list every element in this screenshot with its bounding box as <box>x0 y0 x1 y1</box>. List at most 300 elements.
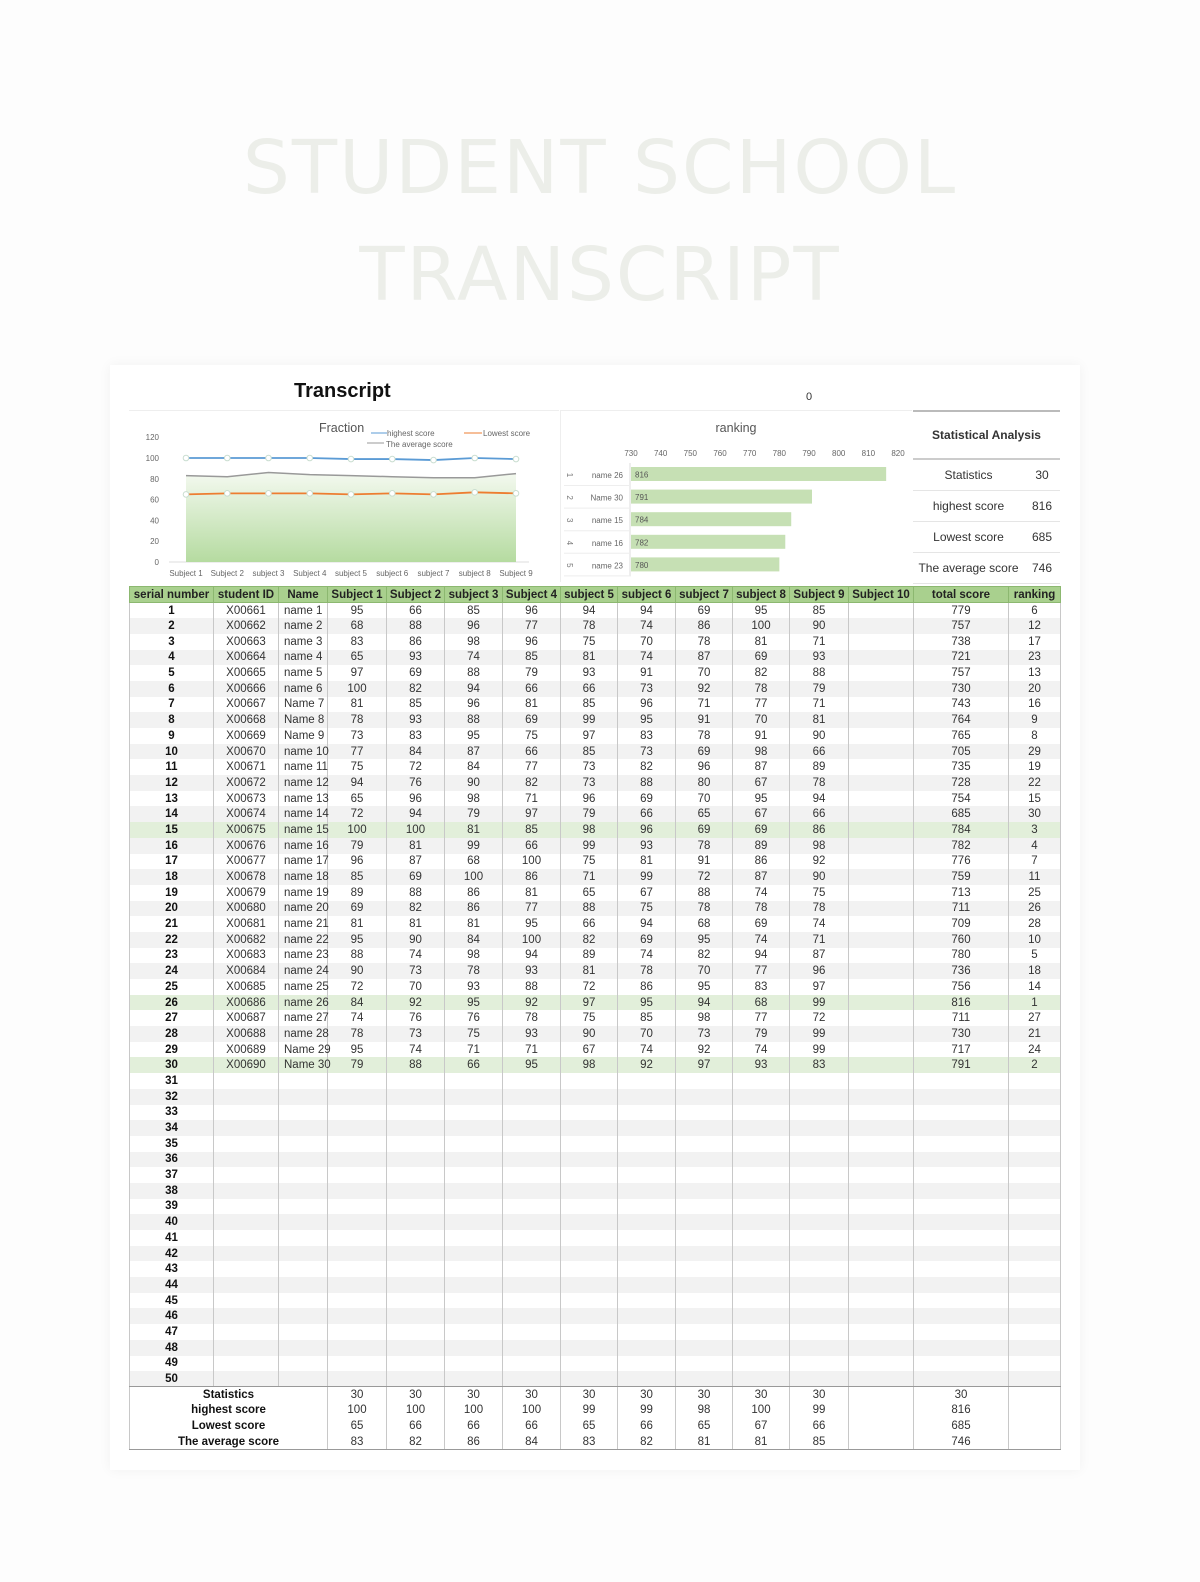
table-cell[interactable]: 82 <box>387 901 445 917</box>
summary-cell[interactable] <box>849 1387 914 1403</box>
table-cell[interactable]: 89 <box>561 948 618 964</box>
table-cell[interactable] <box>914 1073 1009 1089</box>
column-header[interactable]: Subject 9 <box>790 587 849 603</box>
table-cell[interactable] <box>849 1089 914 1105</box>
table-cell[interactable] <box>279 1136 328 1152</box>
column-header[interactable]: subject 7 <box>676 587 733 603</box>
table-cell[interactable] <box>561 1120 618 1136</box>
table-cell[interactable]: 78 <box>790 775 849 791</box>
table-cell[interactable] <box>790 1120 849 1136</box>
table-cell[interactable] <box>618 1167 676 1183</box>
table-cell[interactable]: 86 <box>618 979 676 995</box>
table-cell[interactable] <box>279 1293 328 1309</box>
table-cell[interactable]: 73 <box>387 1026 445 1042</box>
serial-cell[interactable]: 8 <box>130 712 214 728</box>
table-cell[interactable] <box>914 1183 1009 1199</box>
table-cell[interactable]: 78 <box>790 901 849 917</box>
table-cell[interactable]: 83 <box>387 728 445 744</box>
table-cell[interactable]: 95 <box>676 932 733 948</box>
table-cell[interactable]: 97 <box>676 1057 733 1073</box>
table-cell[interactable]: 90 <box>561 1026 618 1042</box>
serial-cell[interactable]: 6 <box>130 681 214 697</box>
summary-cell[interactable]: 83 <box>561 1434 618 1450</box>
table-cell[interactable] <box>387 1073 445 1089</box>
table-cell[interactable] <box>445 1167 503 1183</box>
table-cell[interactable]: 97 <box>790 979 849 995</box>
table-cell[interactable] <box>790 1308 849 1324</box>
table-cell[interactable] <box>733 1277 790 1293</box>
table-cell[interactable] <box>387 1246 445 1262</box>
table-cell[interactable]: 86 <box>790 822 849 838</box>
table-cell[interactable] <box>849 869 914 885</box>
serial-cell[interactable]: 15 <box>130 822 214 838</box>
table-cell[interactable] <box>676 1293 733 1309</box>
table-cell[interactable] <box>214 1214 279 1230</box>
table-cell[interactable] <box>328 1356 387 1372</box>
table-cell[interactable]: 74 <box>733 885 790 901</box>
table-cell[interactable] <box>733 1199 790 1215</box>
summary-cell[interactable]: 30 <box>328 1387 387 1403</box>
table-cell[interactable]: X00670 <box>214 744 279 760</box>
table-cell[interactable] <box>849 916 914 932</box>
table-cell[interactable]: 90 <box>790 728 849 744</box>
table-cell[interactable]: 94 <box>676 995 733 1011</box>
table-cell[interactable] <box>503 1167 561 1183</box>
table-cell[interactable] <box>387 1356 445 1372</box>
table-cell[interactable] <box>561 1136 618 1152</box>
serial-cell[interactable]: 19 <box>130 885 214 901</box>
table-cell[interactable]: 96 <box>676 759 733 775</box>
table-cell[interactable]: 84 <box>328 995 387 1011</box>
summary-total[interactable]: 816 <box>914 1403 1009 1419</box>
serial-cell[interactable]: 16 <box>130 838 214 854</box>
table-cell[interactable] <box>849 1136 914 1152</box>
table-cell[interactable] <box>790 1340 849 1356</box>
table-cell[interactable] <box>387 1308 445 1324</box>
table-cell[interactable] <box>849 1167 914 1183</box>
table-cell[interactable]: 8 <box>1009 728 1061 744</box>
table-cell[interactable]: 69 <box>618 932 676 948</box>
table-cell[interactable] <box>1009 1308 1061 1324</box>
table-cell[interactable]: X00662 <box>214 618 279 634</box>
table-cell[interactable]: 736 <box>914 963 1009 979</box>
table-cell[interactable]: name 17 <box>279 854 328 870</box>
table-cell[interactable]: 75 <box>561 634 618 650</box>
table-cell[interactable] <box>387 1293 445 1309</box>
table-cell[interactable]: 94 <box>445 681 503 697</box>
table-cell[interactable]: 99 <box>561 712 618 728</box>
table-cell[interactable] <box>328 1230 387 1246</box>
table-cell[interactable] <box>618 1371 676 1387</box>
table-cell[interactable]: name 22 <box>279 932 328 948</box>
table-cell[interactable] <box>214 1120 279 1136</box>
serial-cell[interactable]: 42 <box>130 1246 214 1262</box>
table-cell[interactable] <box>849 1214 914 1230</box>
table-cell[interactable] <box>214 1246 279 1262</box>
table-cell[interactable] <box>618 1183 676 1199</box>
table-cell[interactable]: 86 <box>445 901 503 917</box>
table-cell[interactable] <box>279 1120 328 1136</box>
table-cell[interactable]: 791 <box>914 1057 1009 1073</box>
table-cell[interactable] <box>328 1120 387 1136</box>
serial-cell[interactable]: 31 <box>130 1073 214 1089</box>
table-cell[interactable]: 66 <box>387 603 445 619</box>
table-cell[interactable]: 95 <box>618 995 676 1011</box>
summary-cell[interactable]: 30 <box>503 1387 561 1403</box>
table-cell[interactable]: name 28 <box>279 1026 328 1042</box>
table-cell[interactable]: X00687 <box>214 1010 279 1026</box>
table-cell[interactable]: 7 <box>1009 854 1061 870</box>
table-cell[interactable] <box>849 697 914 713</box>
table-cell[interactable] <box>676 1152 733 1168</box>
summary-cell[interactable]: 99 <box>561 1403 618 1419</box>
table-cell[interactable] <box>214 1152 279 1168</box>
table-cell[interactable]: X00690 <box>214 1057 279 1073</box>
table-cell[interactable]: 28 <box>1009 916 1061 932</box>
serial-cell[interactable]: 41 <box>130 1230 214 1246</box>
table-cell[interactable] <box>676 1371 733 1387</box>
table-cell[interactable]: 6 <box>1009 603 1061 619</box>
table-cell[interactable]: 17 <box>1009 634 1061 650</box>
table-cell[interactable] <box>849 854 914 870</box>
table-cell[interactable] <box>328 1261 387 1277</box>
table-cell[interactable]: X00661 <box>214 603 279 619</box>
table-cell[interactable]: 782 <box>914 838 1009 854</box>
table-cell[interactable] <box>1009 1073 1061 1089</box>
table-cell[interactable]: 2 <box>1009 1057 1061 1073</box>
table-cell[interactable]: 83 <box>790 1057 849 1073</box>
table-cell[interactable] <box>387 1089 445 1105</box>
table-cell[interactable]: 730 <box>914 681 1009 697</box>
table-cell[interactable]: 81 <box>328 697 387 713</box>
table-cell[interactable]: 70 <box>618 1026 676 1042</box>
table-cell[interactable] <box>214 1261 279 1277</box>
summary-cell[interactable] <box>849 1403 914 1419</box>
table-cell[interactable] <box>561 1230 618 1246</box>
table-cell[interactable] <box>914 1214 1009 1230</box>
table-cell[interactable]: 95 <box>503 1057 561 1073</box>
table-cell[interactable]: 27 <box>1009 1010 1061 1026</box>
table-cell[interactable]: 79 <box>445 806 503 822</box>
summary-cell[interactable]: 100 <box>387 1403 445 1419</box>
table-cell[interactable] <box>733 1136 790 1152</box>
table-cell[interactable] <box>561 1308 618 1324</box>
table-cell[interactable]: 72 <box>790 1010 849 1026</box>
table-cell[interactable] <box>387 1199 445 1215</box>
table-cell[interactable] <box>849 1293 914 1309</box>
table-cell[interactable]: 78 <box>676 838 733 854</box>
table-cell[interactable]: 65 <box>676 806 733 822</box>
table-cell[interactable]: 75 <box>618 901 676 917</box>
table-cell[interactable]: X00673 <box>214 791 279 807</box>
table-cell[interactable]: 88 <box>387 885 445 901</box>
table-cell[interactable]: X00681 <box>214 916 279 932</box>
table-cell[interactable] <box>618 1136 676 1152</box>
table-cell[interactable]: 765 <box>914 728 1009 744</box>
column-header[interactable]: subject 5 <box>561 587 618 603</box>
summary-total[interactable]: 685 <box>914 1418 1009 1434</box>
table-cell[interactable]: 18 <box>1009 963 1061 979</box>
table-cell[interactable] <box>1009 1261 1061 1277</box>
table-cell[interactable]: 68 <box>733 995 790 1011</box>
table-cell[interactable]: 82 <box>561 932 618 948</box>
serial-cell[interactable]: 38 <box>130 1183 214 1199</box>
table-cell[interactable] <box>849 1183 914 1199</box>
table-cell[interactable]: 96 <box>790 963 849 979</box>
table-cell[interactable]: 23 <box>1009 650 1061 666</box>
table-cell[interactable] <box>849 1324 914 1340</box>
table-cell[interactable]: 67 <box>561 1042 618 1058</box>
table-cell[interactable]: 88 <box>328 948 387 964</box>
table-cell[interactable]: 98 <box>445 948 503 964</box>
table-cell[interactable]: 87 <box>790 948 849 964</box>
table-cell[interactable]: 70 <box>676 963 733 979</box>
table-cell[interactable] <box>914 1293 1009 1309</box>
table-cell[interactable]: 69 <box>387 869 445 885</box>
table-cell[interactable]: 88 <box>387 618 445 634</box>
table-cell[interactable]: Name 30 <box>279 1057 328 1073</box>
table-cell[interactable]: 77 <box>733 963 790 979</box>
table-cell[interactable] <box>676 1214 733 1230</box>
table-cell[interactable]: 79 <box>328 838 387 854</box>
table-cell[interactable] <box>1009 1136 1061 1152</box>
table-cell[interactable] <box>328 1167 387 1183</box>
table-cell[interactable] <box>1009 1152 1061 1168</box>
table-cell[interactable]: 83 <box>733 979 790 995</box>
table-cell[interactable]: 756 <box>914 979 1009 995</box>
table-cell[interactable] <box>503 1324 561 1340</box>
column-header[interactable]: Subject 10 <box>849 587 914 603</box>
table-cell[interactable] <box>445 1261 503 1277</box>
table-cell[interactable]: 70 <box>618 634 676 650</box>
table-cell[interactable]: 80 <box>676 775 733 791</box>
table-cell[interactable] <box>279 1105 328 1121</box>
summary-cell[interactable]: 65 <box>561 1418 618 1434</box>
table-cell[interactable]: 88 <box>387 1057 445 1073</box>
table-cell[interactable] <box>790 1356 849 1372</box>
table-cell[interactable]: 93 <box>561 665 618 681</box>
table-cell[interactable] <box>790 1246 849 1262</box>
table-cell[interactable] <box>328 1199 387 1215</box>
table-cell[interactable]: 89 <box>790 759 849 775</box>
table-cell[interactable] <box>676 1199 733 1215</box>
table-cell[interactable]: Name 29 <box>279 1042 328 1058</box>
table-cell[interactable]: 76 <box>387 775 445 791</box>
table-cell[interactable] <box>214 1277 279 1293</box>
table-cell[interactable] <box>1009 1214 1061 1230</box>
serial-cell[interactable]: 25 <box>130 979 214 995</box>
table-cell[interactable]: 88 <box>503 979 561 995</box>
table-cell[interactable] <box>279 1371 328 1387</box>
table-cell[interactable]: 66 <box>503 744 561 760</box>
table-cell[interactable] <box>849 603 914 619</box>
column-header[interactable]: student ID <box>214 587 279 603</box>
table-cell[interactable]: 95 <box>676 979 733 995</box>
table-cell[interactable] <box>618 1293 676 1309</box>
summary-cell[interactable]: 83 <box>328 1434 387 1450</box>
table-cell[interactable]: 78 <box>618 963 676 979</box>
table-cell[interactable] <box>849 1199 914 1215</box>
table-cell[interactable]: 88 <box>618 775 676 791</box>
serial-cell[interactable]: 30 <box>130 1057 214 1073</box>
table-cell[interactable] <box>328 1183 387 1199</box>
table-cell[interactable] <box>849 1340 914 1356</box>
table-cell[interactable] <box>561 1073 618 1089</box>
table-cell[interactable]: 68 <box>445 854 503 870</box>
table-cell[interactable]: name 14 <box>279 806 328 822</box>
table-cell[interactable]: X00674 <box>214 806 279 822</box>
table-cell[interactable]: name 25 <box>279 979 328 995</box>
table-cell[interactable] <box>387 1371 445 1387</box>
table-cell[interactable]: 66 <box>618 806 676 822</box>
table-cell[interactable]: name 4 <box>279 650 328 666</box>
table-cell[interactable]: 77 <box>328 744 387 760</box>
table-cell[interactable]: 85 <box>561 744 618 760</box>
table-cell[interactable]: 88 <box>561 901 618 917</box>
table-cell[interactable] <box>914 1105 1009 1121</box>
table-cell[interactable] <box>790 1152 849 1168</box>
column-header[interactable]: ranking <box>1009 587 1061 603</box>
table-cell[interactable]: 71 <box>676 697 733 713</box>
serial-cell[interactable]: 32 <box>130 1089 214 1105</box>
table-cell[interactable]: 95 <box>618 712 676 728</box>
table-cell[interactable] <box>387 1105 445 1121</box>
table-cell[interactable]: 711 <box>914 901 1009 917</box>
serial-cell[interactable]: 12 <box>130 775 214 791</box>
table-cell[interactable] <box>1009 1230 1061 1246</box>
table-cell[interactable] <box>328 1136 387 1152</box>
table-cell[interactable]: 721 <box>914 650 1009 666</box>
table-cell[interactable] <box>618 1261 676 1277</box>
table-cell[interactable] <box>790 1183 849 1199</box>
table-cell[interactable]: 97 <box>561 995 618 1011</box>
table-cell[interactable] <box>733 1105 790 1121</box>
table-cell[interactable] <box>676 1167 733 1183</box>
table-cell[interactable]: 25 <box>1009 885 1061 901</box>
table-cell[interactable]: 738 <box>914 634 1009 650</box>
table-cell[interactable]: 88 <box>445 665 503 681</box>
table-cell[interactable]: 5 <box>1009 948 1061 964</box>
table-cell[interactable]: 96 <box>561 791 618 807</box>
column-header[interactable]: subject 3 <box>445 587 503 603</box>
table-cell[interactable] <box>733 1371 790 1387</box>
serial-cell[interactable]: 23 <box>130 948 214 964</box>
serial-cell[interactable]: 1 <box>130 603 214 619</box>
table-cell[interactable]: name 21 <box>279 916 328 932</box>
serial-cell[interactable]: 18 <box>130 869 214 885</box>
table-cell[interactable]: 70 <box>676 665 733 681</box>
table-cell[interactable] <box>618 1105 676 1121</box>
table-cell[interactable] <box>445 1199 503 1215</box>
table-cell[interactable] <box>790 1214 849 1230</box>
serial-cell[interactable]: 24 <box>130 963 214 979</box>
table-cell[interactable]: 91 <box>676 712 733 728</box>
table-cell[interactable] <box>503 1073 561 1089</box>
serial-cell[interactable]: 35 <box>130 1136 214 1152</box>
table-cell[interactable]: 68 <box>676 916 733 932</box>
table-cell[interactable] <box>1009 1120 1061 1136</box>
table-cell[interactable] <box>214 1356 279 1372</box>
table-cell[interactable]: 77 <box>503 901 561 917</box>
table-cell[interactable] <box>503 1214 561 1230</box>
table-cell[interactable]: X00686 <box>214 995 279 1011</box>
table-cell[interactable] <box>279 1183 328 1199</box>
table-cell[interactable]: 92 <box>676 681 733 697</box>
table-cell[interactable]: 78 <box>733 901 790 917</box>
table-cell[interactable]: 99 <box>618 869 676 885</box>
serial-cell[interactable]: 4 <box>130 650 214 666</box>
summary-cell[interactable]: 86 <box>445 1434 503 1450</box>
table-cell[interactable] <box>676 1340 733 1356</box>
table-cell[interactable]: X00682 <box>214 932 279 948</box>
table-cell[interactable]: X00671 <box>214 759 279 775</box>
table-cell[interactable]: 91 <box>618 665 676 681</box>
table-cell[interactable]: X00666 <box>214 681 279 697</box>
summary-cell[interactable]: 81 <box>676 1434 733 1450</box>
table-cell[interactable]: 13 <box>1009 665 1061 681</box>
table-cell[interactable]: 98 <box>561 822 618 838</box>
table-cell[interactable] <box>561 1214 618 1230</box>
table-cell[interactable]: 743 <box>914 697 1009 713</box>
table-cell[interactable]: 93 <box>387 650 445 666</box>
table-cell[interactable]: 717 <box>914 1042 1009 1058</box>
table-cell[interactable]: 94 <box>503 948 561 964</box>
column-header[interactable]: Subject 2 <box>387 587 445 603</box>
table-cell[interactable]: X00688 <box>214 1026 279 1042</box>
table-cell[interactable]: 73 <box>328 728 387 744</box>
table-cell[interactable]: 730 <box>914 1026 1009 1042</box>
serial-cell[interactable]: 39 <box>130 1199 214 1215</box>
table-cell[interactable] <box>328 1214 387 1230</box>
table-cell[interactable]: 93 <box>733 1057 790 1073</box>
table-cell[interactable] <box>328 1246 387 1262</box>
serial-cell[interactable]: 10 <box>130 744 214 760</box>
table-cell[interactable]: 735 <box>914 759 1009 775</box>
table-cell[interactable]: 94 <box>790 791 849 807</box>
summary-cell[interactable]: 99 <box>618 1403 676 1419</box>
table-cell[interactable] <box>849 728 914 744</box>
table-cell[interactable] <box>503 1152 561 1168</box>
table-cell[interactable]: X00678 <box>214 869 279 885</box>
table-cell[interactable]: 97 <box>328 665 387 681</box>
table-cell[interactable]: 79 <box>561 806 618 822</box>
table-cell[interactable]: name 2 <box>279 618 328 634</box>
table-cell[interactable]: 95 <box>503 916 561 932</box>
table-cell[interactable] <box>279 1167 328 1183</box>
table-cell[interactable]: 79 <box>733 1026 790 1042</box>
table-cell[interactable]: 70 <box>733 712 790 728</box>
table-cell[interactable]: 94 <box>618 603 676 619</box>
table-cell[interactable] <box>849 932 914 948</box>
table-cell[interactable] <box>561 1356 618 1372</box>
table-cell[interactable]: 74 <box>618 650 676 666</box>
serial-cell[interactable]: 40 <box>130 1214 214 1230</box>
table-cell[interactable] <box>849 901 914 917</box>
table-cell[interactable] <box>328 1308 387 1324</box>
table-cell[interactable] <box>561 1324 618 1340</box>
table-cell[interactable] <box>1009 1324 1061 1340</box>
table-cell[interactable]: 69 <box>676 822 733 838</box>
table-cell[interactable]: 91 <box>733 728 790 744</box>
table-cell[interactable] <box>790 1277 849 1293</box>
table-cell[interactable] <box>279 1277 328 1293</box>
table-cell[interactable]: 78 <box>445 963 503 979</box>
table-cell[interactable] <box>1009 1105 1061 1121</box>
table-cell[interactable]: name 23 <box>279 948 328 964</box>
table-cell[interactable]: 74 <box>328 1010 387 1026</box>
table-cell[interactable] <box>214 1183 279 1199</box>
summary-cell[interactable]: 84 <box>503 1434 561 1450</box>
